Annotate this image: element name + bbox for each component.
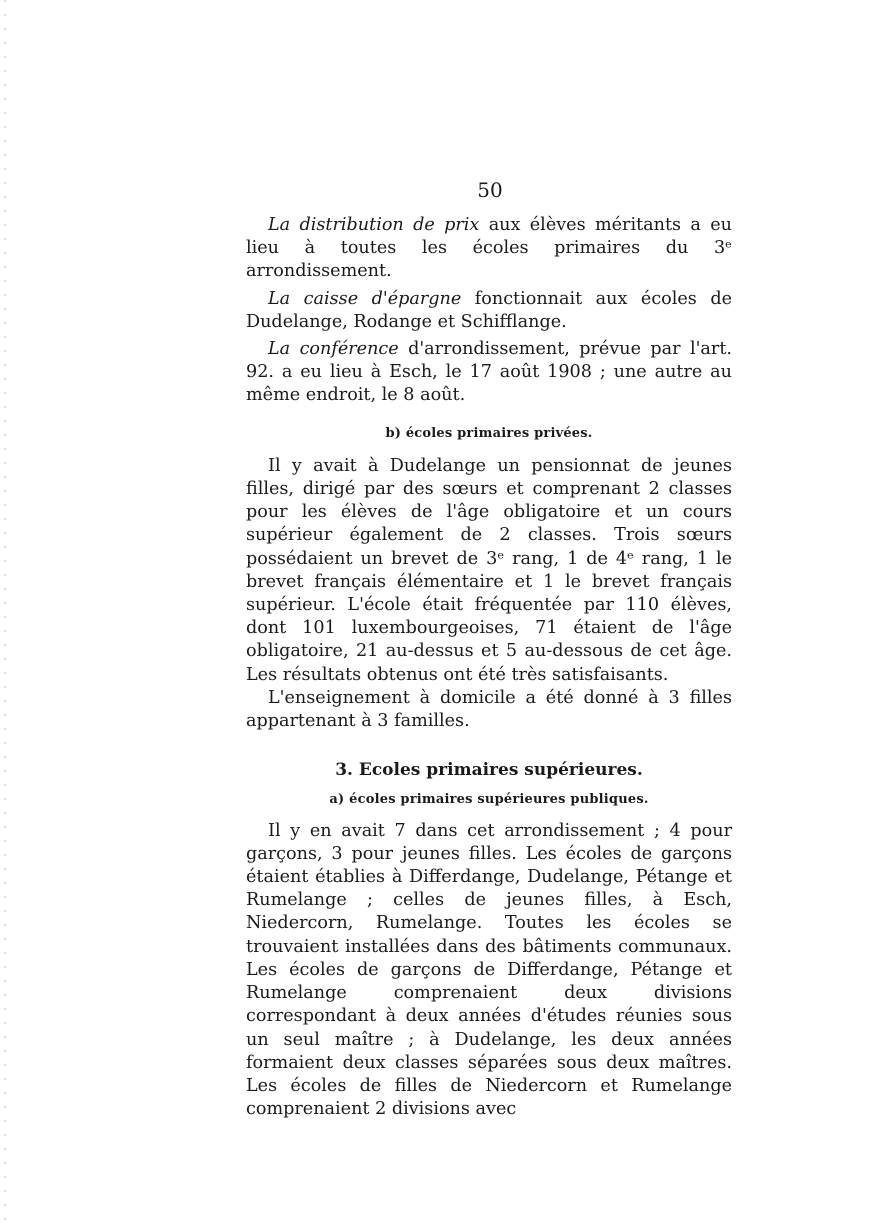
- paragraph-ecoles-arrondissement: Il y en avait 7 dans cet arrondissement ; 4 pour garçons, 3 pour jeunes filles. Les écoles de garçons étaient établies à Differdange, Dudelange, Pétange et Rumelange ; celles de jeunes filles, à Esch, Niedercorn, Rumelange. Toutes les écoles se trouvaient installées dans des bâtiments communaux. Les écoles de garçons de Differdange, Pétange et Rumelange comprenaient deux divisions correspondant à deux années d'études réunies sous un seul maître ; à Dudelange, les deux années formaient deux classes séparées sous deux maîtres. Les écoles de filles de Niedercorn et Rumelange comprenaient 2 divisions avec: [246, 820, 732, 1120]
- paragraph-body: aux élèves méritants a eu lieu à toutes les écoles primaires du 3ᵉ arrondissement.: [246, 215, 732, 282]
- text-column: [246, 214, 732, 1121]
- page-number: 50: [477, 178, 503, 202]
- paragraph-caisse-epargne: [246, 288, 732, 334]
- paragraph-conference: [246, 338, 732, 408]
- subheading-ecoles-privees: b) écoles primaires privées.: [385, 425, 593, 441]
- paragraph-body: d'arrondissement, prévue par l'art. 92. a eu lieu à Esch, le 17 août 1908 ; une autre au même endroit, le 8 août.: [246, 339, 732, 406]
- paragraph-body: fonctionnait aux écoles de Dudelange, Rodange et Schifflange.: [246, 288, 733, 332]
- paragraph-enseignement-domicile: L'enseignement à domicile a été donné à 3 filles appartenant à 3 familles.: [246, 687, 732, 732]
- section-heading-ecoles-superieures: 3. Ecoles primaires supérieures.: [335, 760, 643, 781]
- subheading-ecoles-superieures-publiques: a) écoles primaires supérieures publiques.: [329, 792, 649, 808]
- paragraph-lead-italic: La distribution de prix: [268, 215, 480, 235]
- paragraph-lead-italic: La conférence: [268, 339, 399, 360]
- paragraph-lead-italic: La caisse d'épargne: [268, 288, 462, 309]
- paragraph-pensionnat: Il y avait à Dudelange un pensionnat de jeunes filles, dirigé par des sœurs et comprenant 2 classes pour les élèves de l'âge obligatoire et un cours supérieur également de 2 classes. Trois sœurs possédaient un brevet de 3ᵉ rang, 1 de 4ᵉ rang, 1 le brevet français élémentaire et 1 le brevet français supérieur. L'école était fréquentée par 110 élèves, dont 101 luxembourgeoises, 71 étaient de l'âge obligatoire, 21 au-dessus et 5 au-dessous de cet âge. Les résultats obtenus ont été très satisfaisants.: [246, 455, 732, 685]
- paragraph-distribution-prix: [246, 214, 732, 284]
